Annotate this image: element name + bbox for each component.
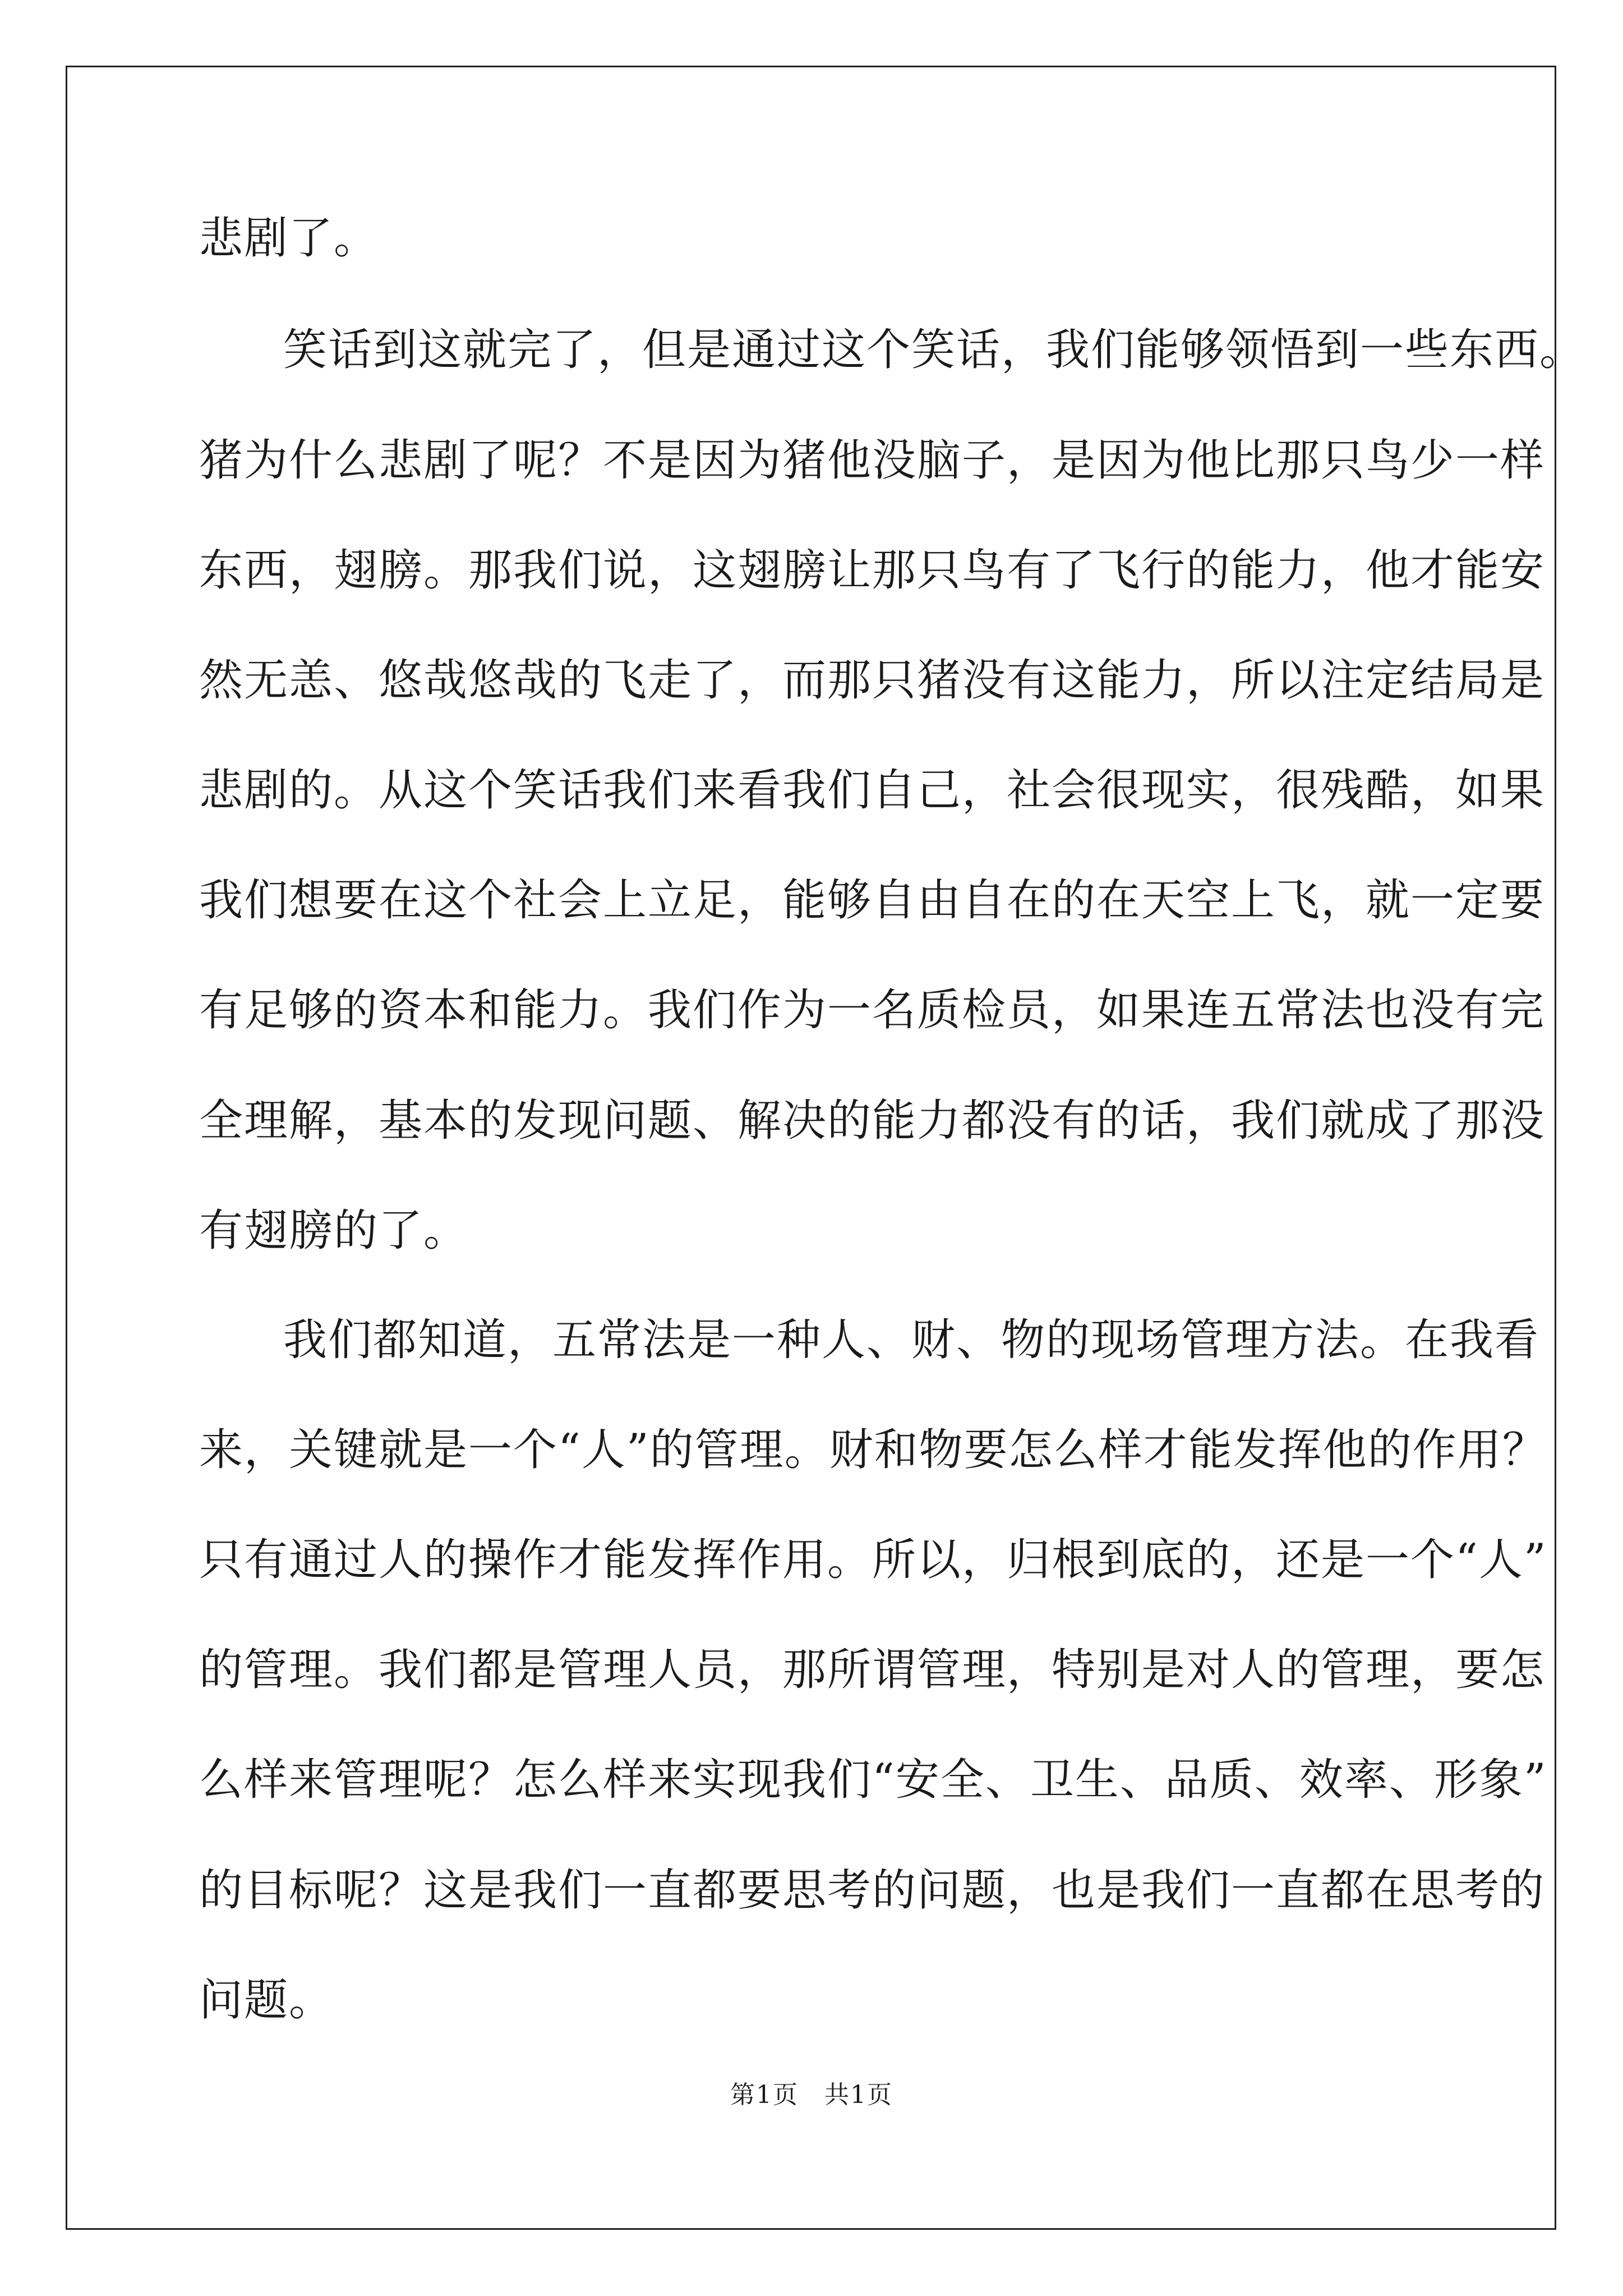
text-line: 有足够的资本和能力。我们作为一名质检员，如果连五常法也没有完 — [199, 985, 1546, 1036]
text-line: 我们想要在这个社会上立足，能够自由自在的在天空上飞，就一定要 — [199, 875, 1546, 926]
page-number-footer: 第1页 共1页 — [730, 2081, 893, 2109]
text-line: 悲剧了。 — [199, 213, 379, 264]
text-line: 的目标呢？这是我们一直都要思考的问题，也是我们一直都在思考的 — [199, 1865, 1546, 1916]
text-line: 然无恙、悠哉悠哉的飞走了，而那只猪没有这能力，所以注定结局是 — [199, 655, 1546, 706]
text-line: 有翅膀的了。 — [199, 1205, 469, 1256]
text-line: 猪为什么悲剧了呢？不是因为猪他没脑子，是因为他比那只鸟少一样 — [199, 435, 1546, 486]
paragraph-first-line: 笑话到这就完了，但是通过这个笑话，我们能够领悟到一些东西。 — [283, 325, 1585, 375]
text-line: 问题。 — [199, 1975, 334, 2026]
text-line: 只有通过人的操作才能发挥作用。所以，归根到底的，还是一个“人” — [199, 1535, 1547, 1585]
text-line: 东西，翅膀。那我们说，这翅膀让那只鸟有了飞行的能力，他才能安 — [199, 545, 1546, 596]
text-line: 悲剧的。从这个笑话我们来看我们自己，社会很现实，很残酷，如果 — [199, 765, 1546, 816]
text-line: 么样来管理呢？怎么样来实现我们“安全、卫生、品质、效率、形象” — [199, 1755, 1547, 1805]
paragraph-first-line: 我们都知道，五常法是一种人、财、物的现场管理方法。在我看 — [283, 1315, 1540, 1365]
text-line: 来，关键就是一个“人”的管理。财和物要怎么样才能发挥他的作用？ — [199, 1425, 1547, 1475]
text-line: 的管理。我们都是管理人员，那所谓管理，特别是对人的管理，要怎 — [199, 1645, 1546, 1695]
text-line: 全理解，基本的发现问题、解决的能力都没有的话，我们就成了那没 — [199, 1096, 1546, 1146]
